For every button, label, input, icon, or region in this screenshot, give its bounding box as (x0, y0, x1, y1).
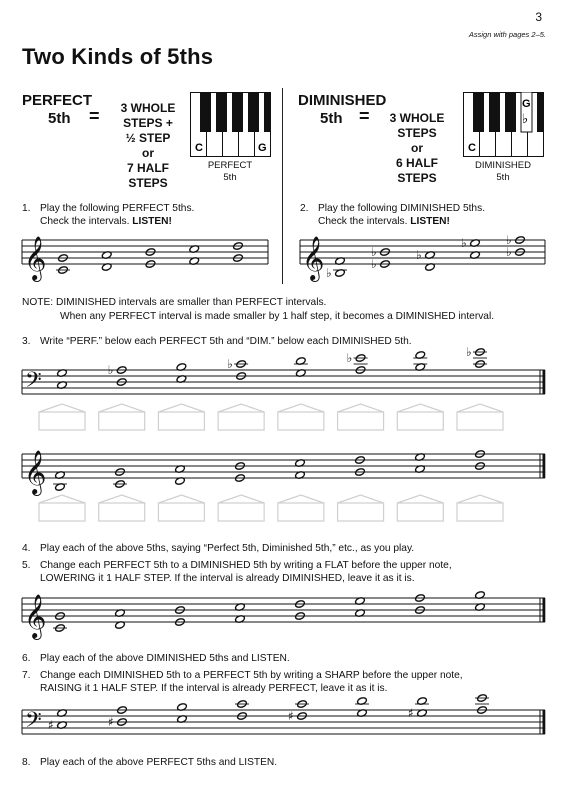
staff-s4 (22, 450, 545, 496)
answer-box[interactable] (39, 503, 85, 521)
key-label-c: C (468, 142, 476, 154)
interval (177, 703, 188, 724)
instruction-text: Write “PERF.” below each PERFECT 5th and “DIM.” below each DIMINISHED 5th. (40, 336, 412, 347)
final-barline (543, 598, 546, 622)
treble-clef-icon: 𝄞 (24, 594, 47, 638)
instruction-line: Change each DIMINISHED 5th to a PERFECT 5th by writing a SHARP before the upper note, (40, 670, 463, 681)
caption-line: PERFECT (207, 160, 253, 171)
perfect-def-line: STEPS (128, 176, 168, 190)
flat-icon: ♭ (461, 236, 467, 250)
interval (415, 453, 426, 474)
instruction-line: Check the intervals. (318, 216, 411, 227)
answer-box-pointer (457, 404, 503, 412)
instruction-number: 3. (22, 336, 31, 347)
instruction-line: Check the intervals. (40, 216, 133, 227)
perfect-label: PERFECT (22, 92, 93, 109)
interval (294, 357, 308, 378)
treble-clef-icon: 𝄞 (302, 236, 325, 280)
interval (288, 700, 309, 723)
diminished-interval: 5th (320, 110, 343, 127)
interval (347, 351, 368, 374)
interval (416, 248, 435, 271)
interval (235, 603, 246, 624)
answer-box-pointer (457, 495, 503, 503)
instruction-number: 2. (300, 203, 309, 214)
answer-box[interactable] (457, 503, 503, 521)
flat-icon: ♭ (326, 266, 332, 280)
interval (295, 459, 306, 480)
answer-box[interactable] (99, 503, 145, 521)
answer-box-pointer (397, 404, 443, 412)
answer-box[interactable] (158, 503, 204, 521)
bass-clef-icon: 𝄢 (25, 368, 42, 398)
staff-s2 (300, 233, 545, 282)
diminished-def-line: 3 WHOLE (389, 111, 445, 125)
interval (227, 357, 248, 380)
staff-s6 (22, 694, 545, 738)
flat-icon: ♭ (227, 357, 233, 371)
perfect-def-line: ½ STEP (125, 131, 171, 145)
note-line-1: NOTE: DIMINISHED intervals are smaller than PERFECT intervals. (22, 297, 327, 308)
staff-s3 (22, 345, 545, 398)
sharp-icon: ♯ (288, 709, 294, 723)
interval (326, 257, 347, 280)
answer-box-pointer (158, 495, 204, 503)
key-label-flat: ♭ (522, 112, 529, 127)
answer-box[interactable] (39, 412, 85, 430)
flat-icon: ♭ (466, 345, 472, 359)
flat-icon: ♭ (107, 363, 114, 377)
answer-box[interactable] (397, 503, 443, 521)
caption-line: 5th (496, 172, 510, 183)
sharp-icon: ♯ (408, 706, 414, 720)
key-label-g: G (258, 142, 267, 154)
flat-icon: ♭ (371, 257, 377, 271)
listen-emphasis: LISTEN! (410, 216, 450, 227)
sharp-icon: ♯ (48, 718, 54, 732)
answer-box[interactable] (99, 412, 145, 430)
answer-box[interactable] (338, 503, 384, 521)
page-number: 3 (535, 10, 542, 24)
interval (108, 706, 127, 729)
interval (413, 351, 427, 372)
interval (101, 251, 112, 272)
interval (176, 363, 187, 384)
answer-box-pointer (99, 404, 145, 412)
treble-clef-icon: 𝄞 (24, 236, 47, 280)
flat-icon: ♭ (416, 248, 422, 262)
sharp-icon: ♯ (108, 715, 114, 729)
diminished-def-line: STEPS (397, 126, 437, 140)
answer-box-pointer (39, 495, 85, 503)
answer-box-pointer (39, 404, 85, 412)
diminished-label: DIMINISHED (298, 92, 387, 109)
answer-box-pointer (218, 404, 264, 412)
answer-box-pointer (158, 404, 204, 412)
instruction-line: Change each PERFECT 5th to a DIMINISHED 5th by writing a FLAT before the upper note, (40, 560, 452, 571)
interval (461, 236, 480, 259)
key-label-g: G (522, 98, 531, 110)
flat-icon: ♭ (506, 233, 512, 247)
perfect-def-line: or (142, 146, 154, 160)
instruction-number: 1. (22, 203, 31, 214)
perfect-equals: = (89, 106, 100, 126)
interval (175, 465, 186, 486)
perfect-def-line: STEPS + (123, 116, 173, 130)
interval (108, 363, 127, 386)
instruction-number: 6. (22, 653, 31, 664)
diminished-equals: = (359, 106, 370, 126)
instruction-number: 8. (22, 757, 31, 768)
interval (408, 697, 429, 720)
interval (115, 609, 126, 630)
interval (57, 369, 68, 390)
answer-box-pointer (397, 495, 443, 503)
flat-icon: ♭ (506, 245, 512, 259)
answer-box[interactable] (218, 412, 264, 430)
caption-line: DIMINISHED (475, 160, 531, 171)
answer-box[interactable] (218, 503, 264, 521)
answer-box-pointer (278, 404, 324, 412)
answer-box-pointer (338, 495, 384, 503)
interval (355, 697, 369, 718)
interval (466, 345, 487, 368)
answer-box[interactable] (338, 412, 384, 430)
answer-box[interactable] (278, 412, 324, 430)
final-barline (543, 710, 546, 734)
diminished-def-line: STEPS (397, 171, 437, 185)
diminished-def-line: 6 HALF (396, 156, 438, 170)
interval (355, 597, 366, 618)
key-label-c: C (195, 142, 203, 154)
note-line-2: When any PERFECT interval is made smaller by 1 half step, it becomes a DIMINISHED interval. (60, 311, 495, 322)
instruction-number: 4. (22, 543, 31, 554)
instruction-number: 7. (22, 670, 31, 681)
perfect-interval: 5th (48, 110, 71, 127)
answer-box-pointer (218, 495, 264, 503)
instruction-text: Play each of the above PERFECT 5ths and LISTEN. (40, 757, 278, 768)
diminished-def-line: or (411, 141, 423, 155)
answer-box-pointer (99, 495, 145, 503)
answer-box[interactable] (158, 412, 204, 430)
staff-s1 (22, 236, 268, 282)
perfect-def-line: 3 WHOLE (120, 101, 176, 115)
listen-emphasis: LISTEN! (132, 216, 172, 227)
page-title: Two Kinds of 5ths (22, 44, 214, 69)
answer-box[interactable] (397, 412, 443, 430)
flat-icon: ♭ (371, 245, 377, 259)
answer-box-pointer (278, 495, 324, 503)
instruction-text: Play each of the above DIMINISHED 5ths and LISTEN. (40, 653, 290, 664)
interval (53, 471, 67, 492)
interval (475, 694, 489, 715)
instruction-line: LOWERING it 1 HALF STEP. If the interval is already DIMINISHED, leave it as it is. (40, 573, 415, 584)
instruction-line: Play the following PERFECT 5ths. (40, 203, 195, 214)
flat-icon: ♭ (346, 351, 353, 365)
instruction-line: Play the following DIMINISHED 5ths. (318, 203, 486, 214)
final-barline (543, 370, 546, 394)
bass-clef-icon: 𝄢 (25, 708, 42, 738)
assign-note: Assign with pages 2–5. (468, 30, 546, 39)
instruction-text: Play each of the above 5ths, saying “Perfect 5th, Diminished 5th,” etc., as you play. (40, 543, 415, 554)
answer-box[interactable] (457, 412, 503, 430)
final-barline (543, 454, 546, 478)
answer-box[interactable] (278, 503, 324, 521)
treble-clef-icon: 𝄞 (24, 450, 47, 494)
staff-s5 (22, 591, 545, 640)
instruction-line: RAISING it 1 HALF STEP. If the interval is already PERFECT, leave it as it is. (40, 683, 388, 694)
interval (48, 709, 67, 732)
interval (475, 591, 486, 612)
caption-line: 5th (223, 172, 237, 183)
answer-box-pointer (338, 404, 384, 412)
instruction-number: 5. (22, 560, 31, 571)
perfect-def-line: 7 HALF (127, 161, 169, 175)
interval (189, 245, 200, 266)
